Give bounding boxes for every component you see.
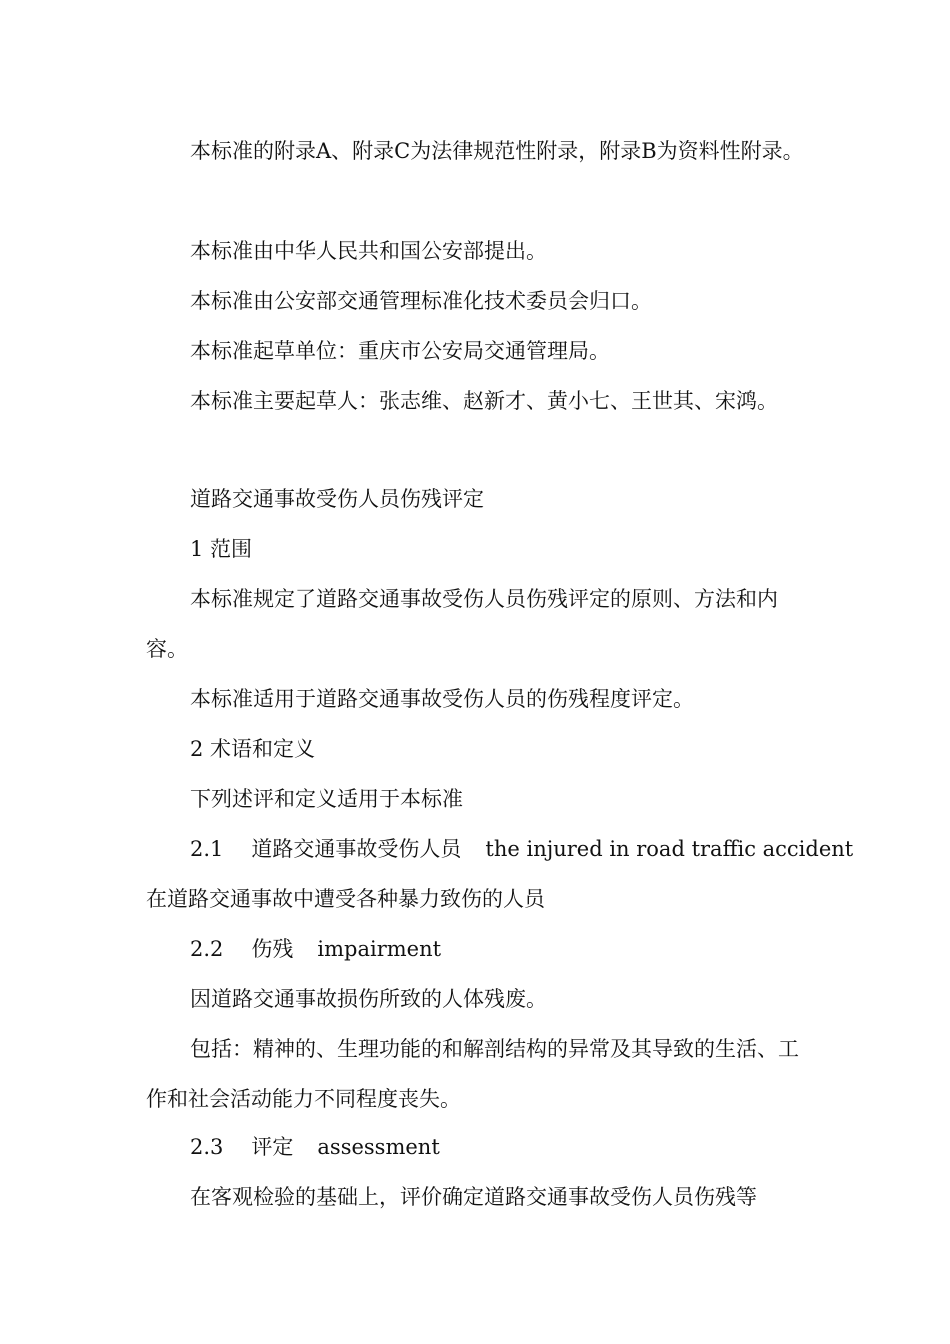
term-chinese: 道路交通事故受伤人员 — [251, 837, 462, 861]
term-chinese: 伤残 — [251, 937, 294, 961]
term-english: assessment — [317, 1135, 440, 1159]
foreword-drafting-unit-paragraph: 本标准起草单位：重庆市公安局交通管理局。 — [190, 339, 610, 363]
term-chinese: 评定 — [251, 1135, 294, 1159]
term-2-2-note: 包括：精神的、生理功能的和解剖结构的异常及其导致的生活、工作和社会活动能力不同程度丧失。 — [146, 1037, 799, 1111]
term-2-1-definition: 在道路交通事故中遭受各种暴力致伤的人员 — [146, 887, 545, 911]
term-2-2-line — [190, 924, 441, 974]
term-english: impairment — [317, 937, 442, 961]
term-english: the injured in road traffic accident — [485, 837, 854, 861]
section-2-heading: 2 术语和定义 — [190, 737, 316, 761]
terms-intro-paragraph: 下列述评和定义适用于本标准 — [190, 787, 463, 811]
foreword-appendix-paragraph: 本标准的附录A、附录C为法律规范性附录，附录B为资料性附录。 — [190, 139, 804, 163]
foreword-proposer-paragraph: 本标准由中华人民共和国公安部提出。 — [190, 239, 547, 263]
term-2-1-line — [190, 824, 853, 874]
term-2-2-definition: 因道路交通事故损伤所致的人体残废。 — [190, 987, 547, 1011]
term-number: 2.3 — [190, 1135, 224, 1159]
term-2-3-definition: 在客观检验的基础上，评价确定道路交通事故受伤人员伤残等 — [190, 1185, 757, 1209]
term-number: 2.2 — [190, 937, 224, 961]
term-number: 2.1 — [190, 837, 224, 861]
applicability-paragraph: 本标准适用于道路交通事故受伤人员的伤残程度评定。 — [190, 687, 694, 711]
scope-paragraph: 本标准规定了道路交通事故受伤人员伤残评定的原则、方法和内容。 — [146, 587, 778, 661]
term-2-3-line — [190, 1122, 440, 1172]
standard-title: 道路交通事故受伤人员伤残评定 — [190, 487, 484, 511]
foreword-committee-paragraph: 本标准由公安部交通管理标准化技术委员会归口。 — [190, 289, 652, 313]
section-1-heading: 1 范围 — [190, 537, 253, 561]
foreword-drafters-paragraph: 本标准主要起草人：张志维、赵新才、黄小七、王世其、宋鸿。 — [190, 389, 778, 413]
